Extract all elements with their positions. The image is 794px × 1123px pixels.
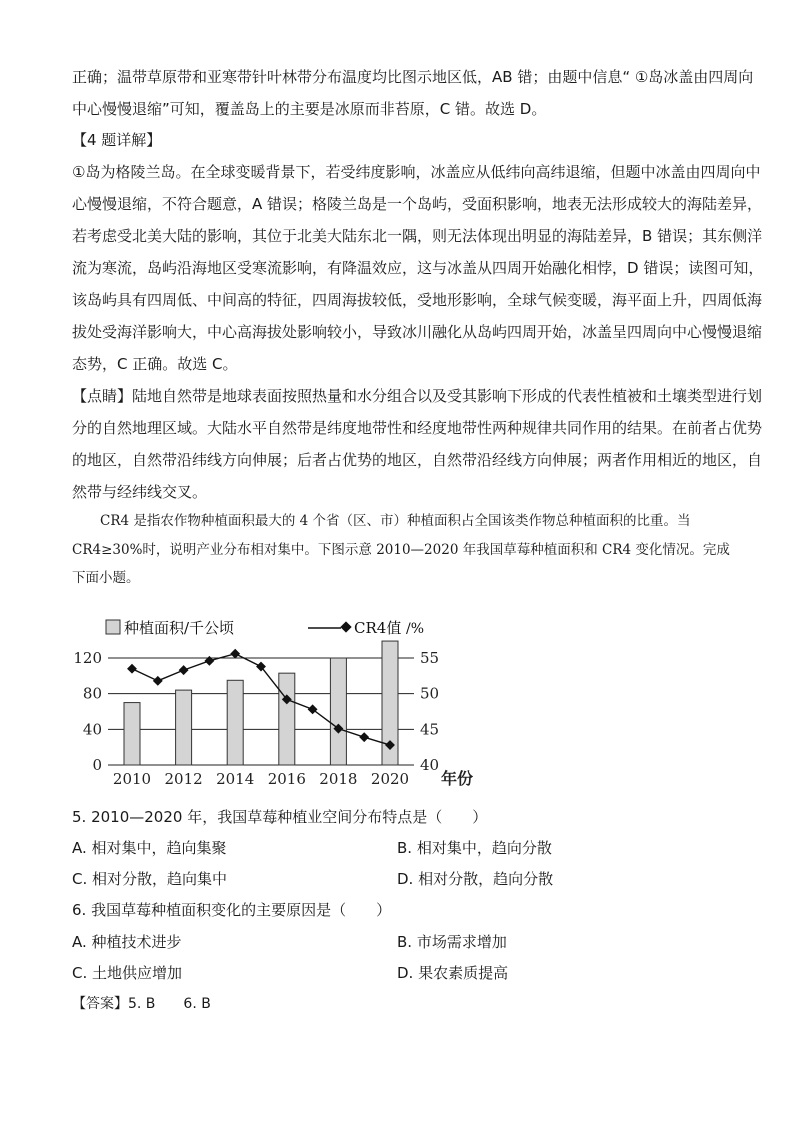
- right-tick-label: 55: [420, 649, 440, 667]
- cr4-point-2012: [179, 665, 189, 675]
- option-c[interactable]: C. 相对分散，趋向集中: [72, 870, 228, 888]
- text-line: 态势，C 正确。故选 C。: [72, 355, 238, 373]
- option-c[interactable]: C. 土地供应增加: [72, 964, 183, 982]
- right-tick-label: 45: [420, 720, 440, 739]
- cr4-point-2014: [230, 649, 240, 659]
- grid-lines: [108, 658, 414, 765]
- option-b[interactable]: B. 市场需求增加: [397, 933, 507, 951]
- bar-2010: [124, 703, 140, 765]
- legend: [106, 619, 424, 637]
- text-line: 拔处受海洋影响大，中心高海拔处影响较小，导致冰川融化从岛屿四周开始，冰盖呈四周向中心慢慢退缩: [72, 323, 763, 341]
- legend-unit-label: /%: [406, 621, 425, 637]
- text-line: 心慢慢退缩，不符合题意，A 错误；格陵兰岛是一个岛屿，受面积影响，地表无法形成较大的海陆差异，: [72, 195, 763, 213]
- text-line: 该岛屿具有四周低、中间高的特征，四周海拔较低，受地形影响，全球气候变暖，海平面上升，四周低海: [72, 291, 763, 309]
- right-tick-label: 40: [420, 756, 440, 774]
- cr4-point-2019: [359, 732, 369, 742]
- bar-2012: [176, 690, 192, 765]
- x-tick-label: 2018: [319, 770, 358, 788]
- x-tick-label: 2014: [216, 770, 255, 788]
- x-tick-label: 2016: [267, 770, 306, 788]
- strawberry-chart: [60, 612, 480, 797]
- answer-line: 【答案】5. B 6. B: [72, 996, 211, 1012]
- cr4-markers: [127, 649, 395, 750]
- question-stem: 6. 我国草莓种植面积变化的主要原因是（ ）: [72, 901, 392, 919]
- x-tick-label: 2012: [164, 770, 203, 788]
- text-line: 【点睛】陆地自然带是地球表面按照热量和水分组合以及受其影响下形成的代表性植被和土壤类型进行划: [72, 387, 763, 405]
- left-tick-label: 80: [82, 684, 102, 703]
- x-tick-label: 2020: [370, 770, 410, 788]
- bar-2016: [279, 673, 295, 765]
- legend-bar-label: 种植面积/千公顷: [124, 619, 235, 637]
- x-tick-label: 2010: [112, 770, 152, 788]
- x-axis-label: 年份: [441, 769, 474, 788]
- question-4-header: 【4 题详解】: [72, 131, 162, 149]
- left-tick-label: 40: [82, 720, 102, 739]
- option-b[interactable]: B. 相对集中，趋向分散: [397, 839, 552, 857]
- option-a[interactable]: A. 种植技术进步: [72, 933, 182, 951]
- text-line: CR4≥30%时，说明产业分布相对集中。下图示意 2010—2020 年我国草莓种植面积和 CR4 变化情况。完成: [72, 542, 730, 558]
- legend-bar-swatch: [106, 620, 120, 634]
- text-line: 的地区，自然带沿纬线方向伸展；后者占优势的地区，自然带沿经线方向伸展；两者作用相近的地区，自: [72, 451, 763, 469]
- text-line: 分的自然地理区域。大陆水平自然带是纬度地带性和经度地带性两种规律共同作用的结果。在前者占优势: [72, 419, 763, 437]
- question-stem: 5. 2010—2020 年，我国草莓种植业空间分布特点是（ ）: [72, 808, 488, 826]
- option-d[interactable]: D. 果农素质提高: [397, 964, 509, 982]
- cr4-point-2013: [204, 656, 214, 666]
- left-tick-label: 120: [73, 649, 102, 667]
- cr4-point-2011: [153, 676, 163, 686]
- text-line: ①岛为格陵兰岛。在全球变暖背景下，若受纬度影响，冰盖应从低纬向高纬退缩，但题中冰盖由四周向中: [72, 163, 761, 181]
- option-a[interactable]: A. 相对集中，趋向集聚: [72, 839, 227, 857]
- option-d[interactable]: D. 相对分散，趋向分散: [397, 870, 554, 888]
- cr4-point-2010: [127, 664, 137, 674]
- text-line: 正确；温带草原带和亚寒带针叶林带分布温度均比图示地区低，AB 错；由题中信息“ ①岛冰盖由四周向: [72, 68, 754, 86]
- text-line: 若考虑受北美大陆的影响，其位于北美大陆东北一隅，则无法体现出明显的海陆差异，B 错误；其东侧洋: [72, 227, 763, 245]
- legend-line-marker: [340, 621, 351, 632]
- bar-2018: [330, 658, 346, 765]
- text-line: 然带与经纬线交叉。: [72, 483, 208, 501]
- left-tick-label: 0: [92, 756, 102, 774]
- text-line: 下面小题。: [72, 570, 140, 586]
- text-line: CR4 是指农作物种植面积最大的 4 个省（区、市）种植面积占全国该类作物总种植面积的比重。当: [100, 513, 691, 529]
- right-tick-label: 50: [420, 684, 440, 703]
- text-line: 中心慢慢退缩”可知，覆盖岛上的主要是冰原而非苔原，C 错。故选 D。: [72, 100, 547, 118]
- bar-2014: [227, 680, 243, 765]
- bar-series: [124, 641, 398, 765]
- text-line: 流为寒流，岛屿沿海地区受寒流影响，有降温效应，这与冰盖从四周开始融化相悖，D 错误；读图可知，: [72, 259, 764, 277]
- cr4-point-2017: [308, 704, 318, 714]
- legend-line-label: CR4值: [354, 619, 402, 637]
